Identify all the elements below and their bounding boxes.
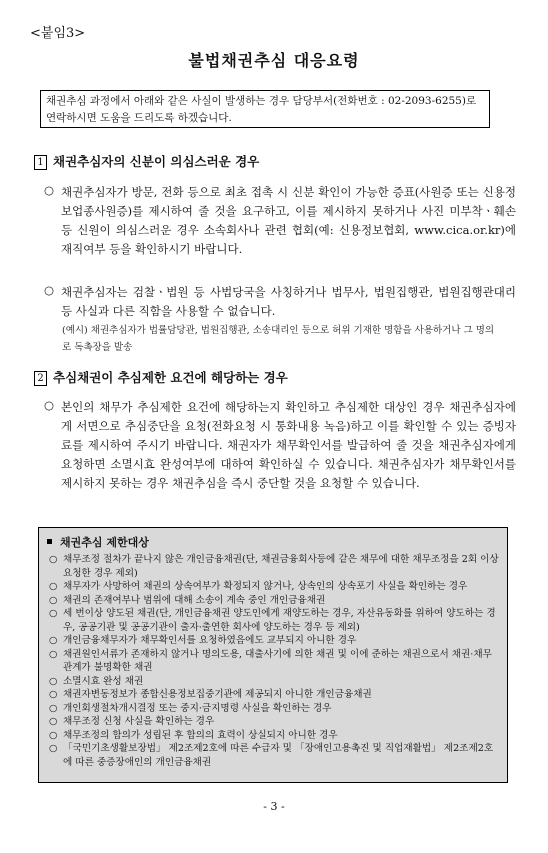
- circle-bullet-icon: ○: [49, 648, 58, 660]
- circle-bullet-icon: ○: [49, 635, 58, 646]
- page-number: - 3 -: [263, 800, 285, 813]
- list-item: [49, 648, 499, 675]
- page-title: 불법채권추심 대응요령: [188, 51, 360, 70]
- bullet-text: 본인의 채무가 추심제한 요건에 해당하는지 확인하고 추심제한 대상인 경우 채권추심자에게 서면으로 추심중단을 요청(전화요청 시 통화내용 녹음)하고 이를 확인할 수 있는 증빙자료를 제시하여 주시기 바랍니다. 채권자가 채무확인서를 발급하여 줄 것을 채권추심자에게 요청하면 소멸시효 완성여부에 대하여 확인하실 수 있습니다. 채권추심자가 채무확인서를 제시하지 못하는 경우 채권추심을 즉시 중단할 것을 요청할 수 있습니다.: [61, 400, 516, 490]
- list-item: [49, 715, 499, 729]
- restriction-list: [49, 553, 499, 769]
- square-bullet-icon: [47, 539, 52, 544]
- circle-bullet-icon: ○: [49, 689, 58, 700]
- example-note: (예시) 채권추심자가 법률담당관, 법원집행관, 소송대리인 등으로 허위 기재한 명함을 사용하거나 그 명의로 독촉장을 발송: [62, 325, 495, 353]
- box-title: [47, 534, 149, 550]
- list-item-text: 채권의 존재여부나 범위에 대해 소송이 계속 중인 개인금융채권: [63, 594, 326, 606]
- section-2-heading: [34, 368, 288, 386]
- list-item: [49, 580, 499, 594]
- circle-bullet-icon: ○: [49, 743, 58, 754]
- bullet-text: 채권추심자가 방문, 전화 등으로 최초 접촉 시 신분 확인이 가능한 증표(사원증 또는 신용정보업종사원증)를 제시하여 줄 것을 요구하고, 이를 제시하지 못하거나 사진 미부착ㆍ훼손 등 신원이 의심스러운 경우 소속회사나 관련 협회(예: 신용정보협회, www.cica.or.kr)에 재직여부 등을 확인하시기 바랍니다.: [61, 185, 516, 256]
- list-item: [49, 688, 499, 702]
- bullet-text: 채권추심자는 검찰ㆍ법원 등 사법당국을 사칭하거나 법무사, 법원집행관, 법원집행관대리 등 사실과 다른 직함을 사용할 수 없습니다.: [61, 285, 516, 318]
- section-2-title: 추심채권이 추심제한 요건에 해당하는 경우: [53, 370, 288, 385]
- list-item: [49, 553, 499, 580]
- circle-bullet-icon: ○: [49, 716, 58, 727]
- list-item: [49, 702, 499, 716]
- circle-bullet-icon: ○: [49, 729, 58, 741]
- list-item-text: 채무자가 사망하여 채권의 상속여부가 확정되지 않거나, 상속인의 상속포기 사실을 확인하는 경우: [63, 581, 468, 592]
- list-item: [49, 594, 499, 608]
- circle-bullet-icon: ○: [49, 608, 58, 619]
- list-item-text: 소멸시효 완성 채권: [63, 675, 144, 687]
- circle-bullet-icon: ○: [49, 594, 58, 606]
- box-title-text: 채권추심 제한대상: [60, 536, 149, 549]
- list-item: [49, 729, 499, 743]
- section-1-number: 1: [34, 155, 47, 170]
- list-item: [49, 675, 499, 689]
- list-item-text: 세 번이상 양도된 채권(단, 개인금융채권 양도인에게 재양도하는 경우, 자산유동화를 위하여 양도하는 경우, 공공기관 및 공공기관이 출자·출연한 회사에 양도하는 경우 등 제외): [63, 608, 496, 633]
- list-item: [49, 607, 499, 634]
- list-item-text: 「국민기초생활보장법」 제2조제2호에 따른 수급자 및 「장애인고용촉진 및 직업재활법」 제2조제2호에 따른 중증장애인의 개인금융채권: [63, 743, 494, 768]
- section-1-title: 채권추심자의 신분이 의심스러운 경우: [53, 154, 260, 169]
- list-item-text: 개인금융채무자가 채무확인서를 요청하였음에도 교부되지 아니한 경우: [63, 635, 357, 646]
- circle-bullet-icon: ○: [44, 283, 55, 297]
- list-item-text: 채무조정 절차가 끝나지 않은 개인금융채권(단, 채권금융회사등에 같은 채무에 대한 채무조정을 2회 이상 요청한 경우 제외): [63, 554, 499, 579]
- circle-bullet-icon: ○: [49, 554, 58, 565]
- list-item: [49, 634, 499, 648]
- circle-bullet-icon: ○: [49, 675, 58, 687]
- section-1-heading: [34, 152, 259, 170]
- collection-restriction-box: [38, 527, 508, 783]
- list-item-text: 채무조정의 합의가 성립된 후 합의의 효력이 상실되지 아니한 경우: [63, 729, 338, 741]
- attachment-label: <붙임3>: [30, 26, 86, 41]
- list-item: [49, 742, 499, 769]
- contact-notice-box: 채권추심 과정에서 아래와 같은 사실이 발생하는 경우 담당부서(전화번호 : 02-2093-6255)로 연락하시면 도움을 드리도록 하겠습니다.: [40, 90, 490, 128]
- list-item-text: 채권자변동정보가 종합신용정보집중기관에 제공되지 아니한 개인금융채권: [63, 689, 372, 700]
- circle-bullet-icon: ○: [49, 581, 58, 592]
- list-item-text: 개인회생절차개시결정 또는 중지·금지명령 사실을 확인하는 경우: [63, 702, 332, 714]
- list-item-text: 채무조정 신청 사실을 확인하는 경우: [63, 716, 215, 727]
- section-2-number: 2: [34, 371, 47, 386]
- circle-bullet-icon: ○: [44, 398, 55, 412]
- circle-bullet-icon: ○: [49, 702, 58, 714]
- circle-bullet-icon: ○: [44, 183, 55, 197]
- list-item-text: 채권원인서류가 존재하지 않거나 명의도용, 대출사기에 의한 채권 및 이에 준하는 채권으로서 채권·채무관계가 불명확한 채권: [63, 648, 492, 673]
